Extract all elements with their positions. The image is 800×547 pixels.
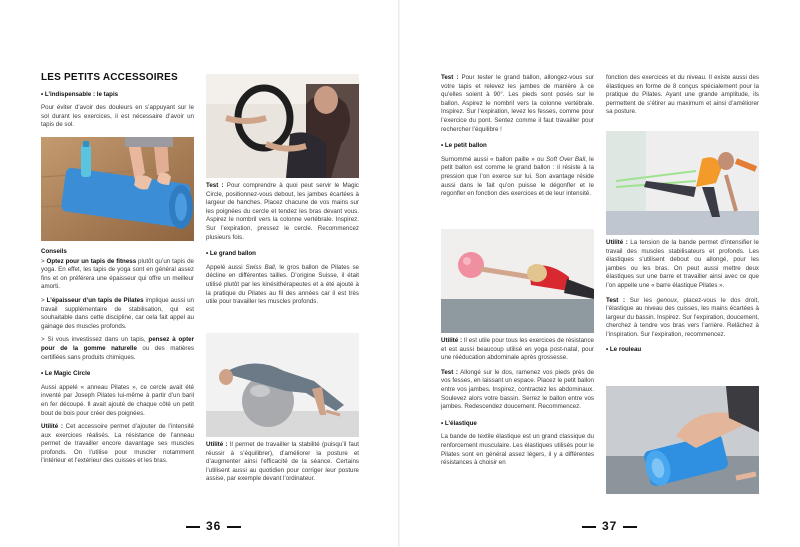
photo-elastique	[606, 131, 759, 235]
page-number-right: 37	[576, 519, 643, 533]
right-page	[400, 0, 800, 547]
left-column-2	[206, 182, 359, 312]
left-column-2-lower	[206, 441, 359, 489]
magic-circle-utility: Utilité : Cet accessoire permet d’ajouter de l’intensité aux exercices réalisés. La résistance de l’anneau permet de travailler encore davantage ses muscles profonds. On l’utilise pour muscler notamment l’intérieur et l’extérieur des cuisses et les bras.	[41, 423, 194, 465]
petit-ballon-heading: • Le petit ballon	[441, 142, 487, 150]
magic-circle-heading: • Le Magic Circle	[41, 370, 91, 378]
page-number-left: 36	[180, 519, 247, 533]
petit-ballon-text: Surnommé aussi « ballon paille » ou Soft Over Ball, le petit ballon est comme le grand ballon : il résiste à la pression que l’on exerce sur lui. Son avantage réside aussi dans le fait qu’on puisse le dégonfler et le regonfler en fonction des exercices et de leur intensité.	[441, 155, 594, 198]
left-column-1	[41, 74, 194, 135]
grand-ballon-text: Appelé aussi Swiss Ball, le gros ballon de Pilates se décline en différentes tailles. D’origine Suisse, il était utilisé plutôt par les kinésithérapeutes et a été ajouté à la pratique du Pilates au fil des années car il est très utile pour travailler les muscles profonds.	[206, 263, 360, 306]
elastique-heading: • L’élastique	[441, 419, 477, 427]
photo-magic-circle	[206, 74, 359, 178]
right-column-2	[606, 74, 759, 122]
petit-ballon-test: Test : Allongé sur le dos, ramenez vos pieds près de vos fesses, en laissant un espace. Placez le petit ballon entre vos jambes. Inspirez, contractez les abdominaux. Soulevez alors votre bassin. Serrez le ballon entre vos jambes. Redescendez doucement. Recommencez.	[441, 368, 595, 411]
elastique-text: La bande de textile élastique est un grand classique du renforcement musculaire. Les élastiques utilisés pour le Pilates sont en général assez légers, il y a différentes résistances à choisir en	[441, 433, 594, 467]
photo-yoga-mat	[41, 137, 194, 241]
elastique-test: Test : Sur les genoux, placez-vous le dos droit, l’élastique au niveau des cuisses, les mains écartées à largeur du bassin. Inspirez. Sur l’expiration, doucement, cherchez à tendre vos bras vers l’arrière. Relâchez à l’inspiration. Sur l’expiration, recommencez.	[606, 296, 759, 338]
photo-petit-ballon	[441, 229, 594, 333]
elastique-text-continued: fonction des exercices et du niveau. Il existe aussi des élastiques en forme de 8 conçus spécialement pour la pratique du Pilates. Ayant une grande amplitude, ils permettent de s’étirer au maximum et ainsi d’améliorer sa posture.	[606, 74, 759, 116]
photo-swiss-ball	[206, 333, 359, 437]
right-column-1	[441, 74, 594, 204]
tapis-text: Pour éviter d’avoir des douleurs en s’appuyant sur le sol durant les exercices, il est nécessaire d’avoir un tapis de sol.	[41, 104, 194, 129]
rouleau-heading: • Le rouleau	[606, 345, 642, 353]
magic-circle-text: Aussi appelé « anneau Pilates », ce cercle avait été inventé par Joseph Pilates lui-même à partir d’un baril en fer découpé. Il avait ajouté de chaque côté un petit bout de bois pour créer des poignées.	[41, 383, 194, 417]
section-title: LES PETITS ACCESSOIRES	[41, 72, 178, 83]
conseil-1: > Optez pour un tapis de fitness plutôt qu’un tapis de yoga. En effet, les tapis de yoga sont en général assez fins et on préférera une épaisseur qui offre un meilleur amorti.	[41, 257, 194, 291]
conseils-heading: Conseils	[41, 248, 67, 255]
conseil-3: > Si vous investissez dans un tapis, pensez à opter pour de la gomme naturelle ou des matières certifiées sans produits chimiques.	[41, 336, 194, 361]
tapis-heading: • L’indispensable : le tapis	[41, 90, 119, 98]
elastique-utility: Utilité : La tension de la bande permet d’intensifier le travail des muscles stabilisateurs et profonds. Les élastiques s’utilisent debout ou allongé, pour les jambes ou les bras. On peut aussi mettre deux élastiques sur une barre et travailler ainsi avec ce que l’on appelle une « barre élastique Pilates ».	[606, 239, 759, 289]
petit-ballon-utility: Utilité : Il est utile pour tous les exercices de résistance et est aussi beaucoup utilisé en yoga post-natal, pour une rééducation abdominale après grossesse.	[441, 337, 594, 362]
photo-rouleau	[606, 386, 759, 494]
grand-ballon-heading: • Le grand ballon	[206, 250, 256, 258]
grand-ballon-utility: Utilité : Il permet de travailler la stabilité (puisqu’il faut réussir à s’équilibrer), d’améliorer la posture et d’augmenter ainsi l’efficacité de la séance. Certains l’utilisent aussi au quotidien pour corriger leur posture assise, par exemple devant l’ordinateur.	[206, 441, 360, 483]
conseil-2: > L’épaisseur d’un tapis de Pilates implique aussi un travail supplémentaire de stabilisation, qui est souhaitable dans cette discipline, car cela fait appel au gainage des muscles profonds.	[41, 296, 194, 330]
left-column-1-lower	[41, 248, 194, 471]
grand-ballon-test: Test : Pour tester le grand ballon, allongez-vous sur votre tapis et relevez les jambes de manière à ce qu’elles soient à 90°. Les pieds sont posés sur le ballon. Aspirez le nombril vers la colonne vertébrale. Inspirez. Sur l’expiration, levez les fesses, comme pour l’exercice du pont. Sentez comme il faut travailler pour rechercher l’équilibre !	[441, 74, 594, 133]
magic-circle-test: Test : Pour comprendre à quoi peut servir le Magic Circle, positionnez-vous debout, les jambes écartées à largeur de hanches. Placez chacune de vos mains sur les poignées du cercle et tendez les bras devant vous. Aspirez le nombril vers la colonne vertébrale. Inspirez. Sur l’expiration, pressez le cercle. Recommencez plusieurs fois.	[206, 182, 359, 241]
right-column-2-lower	[606, 239, 759, 359]
right-column-1-lower	[441, 337, 594, 473]
